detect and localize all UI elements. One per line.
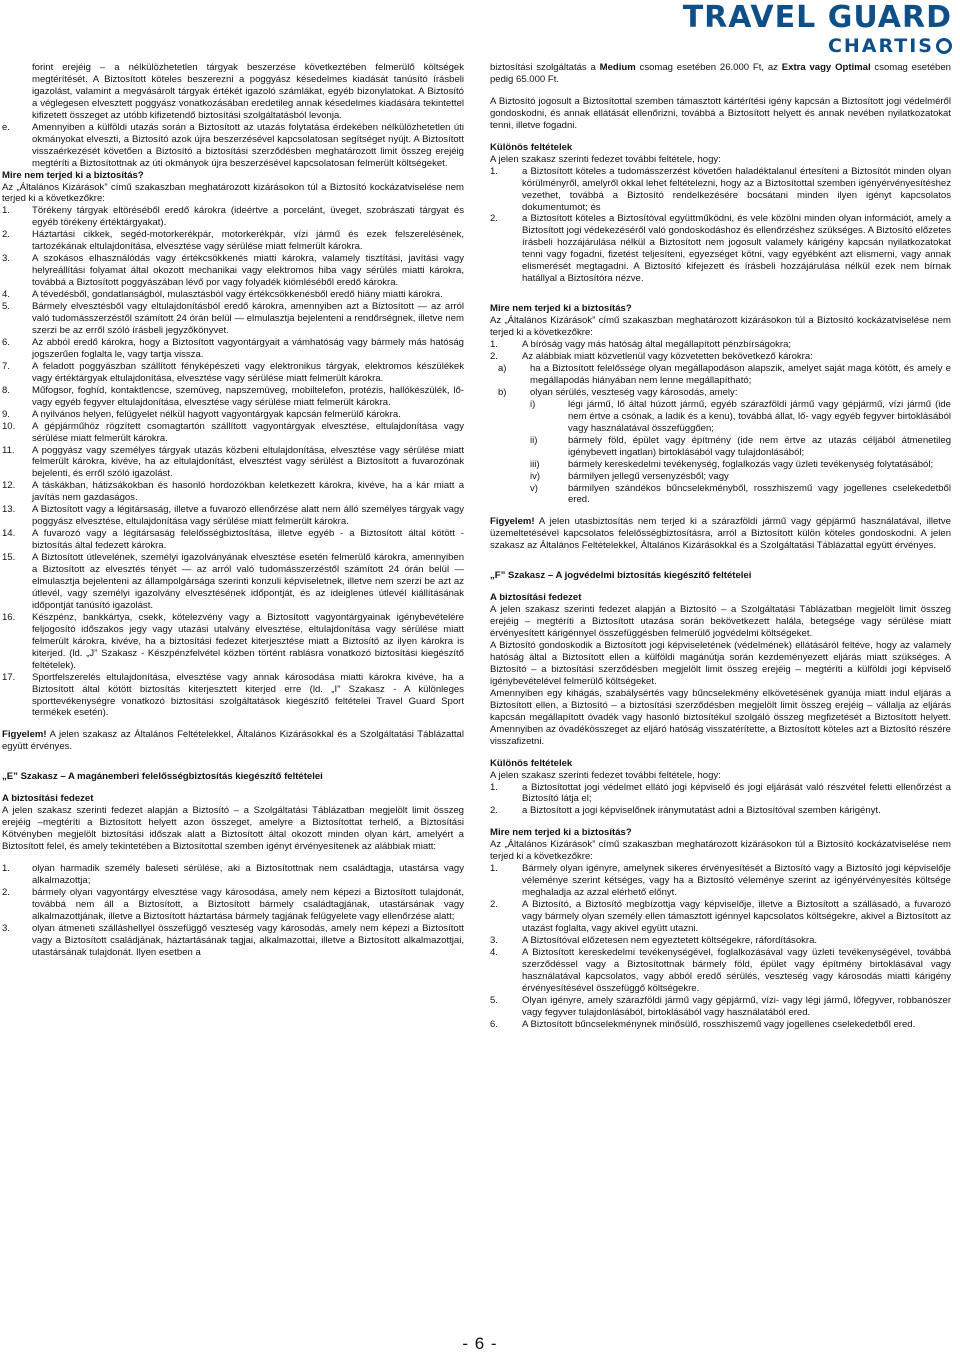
list-item bbox=[490, 1019, 951, 1031]
item-text: A fuvarozó vagy a légitársaság felelősségbiztosítása, illetve egyéb - a Biztosított által kötött - biztosítás által fedezett károkra. bbox=[32, 528, 464, 552]
item-number: 5. bbox=[2, 301, 10, 313]
list-item bbox=[2, 361, 464, 385]
section-heading: Mire nem terjed ki a biztosítás? bbox=[490, 827, 632, 839]
item-number: 16. bbox=[2, 611, 16, 623]
coverage-text-2: A Biztosító gondoskodik a Biztosított jogi képviseletének (védelmének) ellátásáról feltéve, hogy az valamely hatóság által a Biztosított ellen a külföldi magánútja során kezdeményezett eljárás miatt szükséges. A Biztosító – a biztosítási szerződésben megjelölt limit összeg erejéig – megtéríti a külföldi jogi képviselő igénybevételével felmerülő költségeket. bbox=[490, 640, 951, 687]
list-item bbox=[490, 863, 951, 899]
item-text: Törékeny tárgyak eltöréséből eredő károkra (ideértve a porcelánt, üveget, szobrászati tárgyat és egyéb törékeny értéktárgyakat). bbox=[32, 205, 464, 229]
item-text: A Biztosított útlevelének, személyi igazolványának elvesztése esetén felmerülő károkra, amennyiben a Biztosított az elvesztés tényét — az arról való tudomásszerzéstől számított 24 órán belül — elmulasztja bejelenteni az állampolgársága szerinti konzuli képviseletnek, illetve nem szerzi be azt az útlevél, vagy személyi igazolvány elvesztésének időpontját, és az ideiglenes útlevél kiállításának időpontját tanúsító igazolást. bbox=[32, 552, 464, 611]
figyelem-text: A jelen utasbiztosítás nem terjed ki a szárazföldi jármű vagy gépjármű használatával, illetve üzemeltetésével kapcsolatos felelősségbiztosításra, arról a Biztosított külön köteles gondoskodni. A jelen szakasz az Általános Feltételekkel, Általános Kizárásokkal és a Szolgáltatási Táblázattal együtt érvényes. bbox=[490, 516, 951, 552]
item-number: 3. bbox=[2, 922, 10, 934]
item-number: 4. bbox=[490, 946, 498, 958]
item-text: bármely olyan vagyontárgy elvesztése vagy károsodása, amely nem képezi a Biztosított tulajdonát, továbbá nem áll a Biztosított, a Biztosított bármely családtagjának, utastársának vagy alkalmazottjának, illetve a Biztosított háztartása bármely tagjának felügyelete vagy ellenőrzése alatt; bbox=[32, 886, 464, 922]
item-text: a Biztosított a jogi képviselőnek iránymutatást adni a Biztosítóval szemben kárigényt. bbox=[522, 805, 881, 817]
list-item bbox=[490, 363, 951, 387]
list-item bbox=[2, 337, 464, 361]
list-item bbox=[490, 399, 951, 435]
item-text: Olyan igényre, amely szárazföldi jármű vagy gépjármű, vízi- vagy légi jármű, lőfegyver, robbanószer vagy fegyver tulajdonlásából, birtoklásából vagy használatából ered. bbox=[522, 994, 951, 1018]
exclusion-sublist bbox=[490, 363, 951, 399]
item-number: a) bbox=[498, 362, 507, 374]
coverage-text: A jelen szakasz szerinti fedezet alapján a Biztosító – a Szolgáltatási Táblázatban megjelölt limit összeg erejéig –megtéríti a Biztosított helyett azon összeget, amelyre a Biztosítottat terhelő, a Biztosítási Kötvényben megjelölt biztosítási időszak alatt a Biztosított által okozott minden olyan kárt, amelyért a Biztosított felel, és amely tekintetében a Biztosítottal szemben igényt érvényesítenek az alábbiak miatt: bbox=[2, 805, 464, 853]
item-number: 7. bbox=[2, 360, 10, 372]
item-number: v) bbox=[530, 482, 538, 494]
figyelem-label: Figyelem! bbox=[2, 729, 47, 741]
list-item bbox=[490, 483, 951, 507]
item-number: iv) bbox=[530, 470, 541, 482]
list-item bbox=[490, 805, 951, 817]
item-number: 1. bbox=[490, 339, 498, 351]
figyelem-label: Figyelem! bbox=[490, 516, 535, 528]
item-text: A nyilvános helyen, felügyelet nélkül hagyott vagyontárgyak kapcsán felmerülő károkra. bbox=[32, 408, 401, 420]
list-item bbox=[2, 480, 464, 504]
item-number: 2. bbox=[2, 229, 10, 241]
item-text: A Biztosított vagy a légitársaság, illetve a fuvarozó ellenőrzése alatt nem álló személyes tárgyak vagy poggyász elvesztése, eltulajdonítása vagy sérülése miatt felmerült károkra. bbox=[32, 504, 464, 528]
item-number: 8. bbox=[2, 384, 10, 396]
item-text: Háztartási cikkek, segéd-motorkerékpár, motorkerékpár, vízi jármű és ezek felszerelésének, tartozékának eltulajdonítása, elvesztése vagy sérülése miatt felmerült károkra. bbox=[32, 229, 464, 253]
list-item bbox=[490, 459, 951, 471]
list-item bbox=[2, 445, 464, 481]
item-text: bármilyen jellegű versenyzésből; vagy bbox=[568, 470, 729, 482]
special-conditions-list bbox=[490, 166, 951, 286]
special-conditions-intro: A jelen szakasz szerinti fedezet további feltétele, hogy: bbox=[490, 769, 721, 781]
item-text: A gépjárműhöz rögzített csomagtartón szállított vagyontárgyak elvesztése, eltulajdonítása vagy sérülése miatt felmerült károkra. bbox=[32, 420, 464, 444]
special-conditions-heading: Különös feltételek bbox=[490, 141, 573, 153]
right-column bbox=[490, 62, 951, 1031]
list-item bbox=[2, 301, 464, 337]
item-number: 6. bbox=[2, 336, 10, 348]
list-item bbox=[2, 253, 464, 289]
item-text: A bíróság vagy más hatóság által megállapított pénzbírságokra; bbox=[522, 339, 792, 351]
exclusion-subsublist bbox=[490, 399, 951, 507]
figyelem-text: A jelen szakasz az Általános Feltételekkel, Általános Kizárásokkal és a Szolgáltatási Táblázattal együtt érvényes. bbox=[2, 729, 464, 753]
item-text: bármely föld, épület vagy építmény (ide nem értve az utazás céljából átmenetileg igénybevett ingatlan) birtoklásából vagy tulajdonlásából; bbox=[568, 434, 951, 458]
item-number: 12. bbox=[2, 480, 16, 492]
item-number: 2. bbox=[490, 899, 498, 911]
list-item bbox=[2, 385, 464, 409]
chartis-mark-icon bbox=[936, 38, 952, 54]
item-number: 4. bbox=[2, 289, 10, 301]
item-number: 5. bbox=[490, 994, 498, 1006]
coverage-text-1: A jelen szakasz szerinti fedezet alapján a Biztosító – a Szolgáltatási Táblázatban megjelölt limit összeg erejéig – megtéríti a Biztosított utazása során bekövetkezett halála, betegsége vagy sérülése miatt érvényesített kárigénnyel összefüggésben felmerülő jogvédelmi költségeket. bbox=[490, 604, 951, 640]
item-text: ha a Biztosított felelőssége olyan megállapodáson alapszik, amelyet saját maga kötött, és amely e megállapodás hiányában nem lenne megállapítható; bbox=[530, 362, 951, 386]
item-text: Készpénz, bankkártya, csekk, kötelezvény vagy a Biztosított vagyontárgyainak igénybevételére feljogosító időszakos jegy vagy utazási utalvány elvesztése, eltulajdonítása vagy sérülése miatt felmerült károkra, kivéve, ha a biztosítási fedezet kiterjesztése miatt a Biztosító az ilyen károkra is kiterjed. (ld. „J” Szakasz - Készpénzfelvétel közben történt rablásra vonatkozó biztosítási kiegészítő feltételek). bbox=[32, 611, 464, 671]
left-column bbox=[2, 62, 464, 959]
logo-subtitle: CHARTIS bbox=[827, 35, 934, 57]
coverage-heading: A biztosítási fedezet bbox=[2, 793, 94, 805]
item-number: 11. bbox=[2, 444, 15, 456]
list-item bbox=[490, 935, 951, 947]
item-text: A feladott poggyászban szállított fényképészeti vagy elektronikus tárgyak, elektromos készülékek vagy értéktárgyak eltulajdonítása, elvesztése vagy sérülése miatt felmerült károkra. bbox=[32, 360, 464, 384]
item-text: A tévedésből, gondatlanságból, mulasztásból vagy értékcsökkenésből eredő hiány miatti károkra. bbox=[32, 289, 443, 301]
item-number: i) bbox=[530, 398, 536, 410]
list-item bbox=[490, 351, 951, 363]
section-intro: Az „Általános Kizárások” című szakaszban meghatározott kizárásokon túl a Biztosító kockázatviselése nem terjed ki a következőkre: bbox=[2, 181, 464, 205]
coverage-heading: A biztosítási fedezet bbox=[490, 592, 582, 604]
item-number: 2. bbox=[490, 351, 498, 363]
item-number: 1. bbox=[490, 863, 498, 875]
item-number: 2. bbox=[2, 886, 10, 898]
list-item bbox=[2, 421, 464, 445]
list-item bbox=[490, 947, 951, 995]
coverage-text-3: Amennyiben egy kihágás, szabálysértés vagy bűncselekmény elkövetésének gyanúja miatt indul eljárás a Biztosított ellen, a Biztosító – a biztosítási szerződésben megjelölt limit összeg erejéig – vállalja az eljárás kapcsán megállapított óvadék vagy hasonló biztosítékul szolgáló összeg megfizetését a Biztosított helyett. Amennyiben az óvadékösszeget az eljáró hatóság visszatérítette, a Biztosított köteles azt a Biztosító részére visszafizetni. bbox=[490, 687, 951, 747]
item-text: Az abból eredő károkra, hogy a Biztosított vagyontárgyait a vámhatóság vagy bármely más hatóság jogszerűen foglalta le, vagy tartja vissza. bbox=[32, 336, 464, 360]
section-intro: Az „Általános Kizárások” című szakaszban meghatározott kizárásokon túl a Biztosító kockázatviselése nem terjed ki a következőkre: bbox=[490, 839, 951, 863]
item-number: 10. bbox=[2, 420, 16, 432]
item-text: A Biztosított bűncselekménynek minősülő, rosszhiszemű vagy jogellenes cselekedetből ered. bbox=[522, 1018, 916, 1030]
item-text: Bármely elvesztésből vagy eltulajdonításból eredő károkra, amennyiben azt a Biztosított — az arról való tudomásszerzéstől számított 24 órán belül — elmulasztja bejelenteni a rendőrségnek, illetve nem szerzi be az erről szóló írásbeli jegyzőkönyvet. bbox=[32, 301, 464, 336]
item-number: 17. bbox=[2, 671, 16, 683]
list-item bbox=[490, 782, 951, 806]
list-item bbox=[490, 166, 951, 214]
list-item bbox=[2, 863, 464, 887]
item-text: olyan átmeneti szálláshellyel összefüggő veszteség vagy károsodás, amely nem képezi a Biztosított vagy a Biztosított családjának, háztartásának tagjai, alkalmazottai, illetve a Biztosított alkalmazottjai, utastársának tulajdonát. Ilyen esetben a bbox=[32, 922, 464, 958]
item-number: iii) bbox=[530, 458, 540, 470]
item-number: 1. bbox=[2, 205, 10, 217]
item-text: bármely kereskedelmi tevékenység, foglalkozás vagy üzleti tevékenység folytatásából; bbox=[568, 458, 934, 470]
section-heading: Mire nem terjed ki a biztosítás? bbox=[490, 303, 632, 315]
item-text: bármilyen szándékos bűncselekményből, rosszhiszemű vagy jogellenes cselekedetből ered. bbox=[568, 482, 951, 506]
exclusion-list bbox=[490, 863, 951, 1030]
item-number: 2. bbox=[490, 213, 498, 225]
item-text: olyan sérülés, veszteség vagy károsodás, amely: bbox=[530, 386, 738, 398]
continuation-paragraph: biztosítási szolgáltatás a Medium csomag esetében 26.000 Ft, az Extra vagy Optimal csomag esetében pedig 65.000 Ft. bbox=[490, 62, 951, 85]
list-item bbox=[2, 552, 464, 612]
liability-list bbox=[2, 863, 464, 959]
item-e-text: Amennyiben a külföldi utazás során a Biztosított az utazás folytatása érdekében nélkülözhetetlen úti okmányokat elveszti, a Biztosító azok újra beszerzésével kapcsolatosan segítséget nyújt. A Biztosított visszaérkezését követően a Biztosító a biztosítási szerződésben meghatározott limit összeg erejéig megtéríti a Biztosítottnak az úti okmányok újra beszerzésével kapcsolatosan felmerült költségeket. bbox=[32, 121, 464, 169]
item-text: A poggyász vagy személyes tárgyak utazás közbeni eltulajdonítása, elvesztése vagy sérülése miatt felmerült károkra, kivéve, ha az eltulajdonítást, elvesztést vagy sérülést a Biztosított a fuvarozónak bejelenti, és erről szóló igazolást. bbox=[32, 444, 464, 480]
item-number: 1. bbox=[2, 863, 10, 875]
list-item bbox=[2, 612, 464, 672]
item-text: Sportfelszerelés eltulajdonítása, elvesztése vagy annak károsodása miatti károkra kivéve, ha a Biztosított által kötött biztosítás kiterjesztett kiterjed erre (ld. „I” Szakasz - A különleges sporttevékenységre vonatkozó biztosítási szolgáltatások kiegészítő feltételei Travel Guard Sport termékek esetén). bbox=[32, 671, 464, 719]
item-number: 2. bbox=[490, 805, 498, 817]
section-f-heading: „F” Szakasz – A jogvédelmi biztosítás kiegészítő feltételei bbox=[490, 570, 752, 582]
figyelem-note bbox=[490, 516, 951, 552]
list-item bbox=[490, 339, 951, 351]
item-text: olyan harmadik személy baleseti sérülése, aki a Biztosítottnak nem családtagja, utastársa vagy alkalmazottja; bbox=[32, 863, 464, 886]
list-item bbox=[2, 205, 464, 229]
item-text: légi jármű, lő által húzott jármű, egyéb szárazföldi jármű vagy gépjármű, vízi jármű (ide nem értve a csónak, a ladik és a kenu), továbbá állat, lő- vagy egyéb fegyver birtoklásából vagy használatával összefüggően; bbox=[568, 398, 951, 434]
exclusion-list bbox=[2, 205, 464, 719]
item-number: 6. bbox=[490, 1018, 498, 1030]
list-item bbox=[2, 923, 464, 959]
item-number: b) bbox=[498, 386, 507, 398]
section-intro: Az „Általános Kizárások” című szakaszban meghatározott kizárásokon túl a Biztosító kockázatviselése nem terjed ki a következőkre: bbox=[490, 315, 951, 339]
item-text: a Biztosított köteles a Biztosítóval együttműködni, és vele közölni minden olyan információt, amely a Biztosított jogi védekezéséről való gondoskodáshoz és ellenőrzéshez szükséges. A Biztosító előzetes írásbeli hozzájárulása nélkül a Biztosított nem jogosult valamely kárigény kapcsán nyilatkozatokat tenni vagy fogadni, fizetést teljesíteni, egyezséget kötni, vagy egyébként azt elismerni, vagy annak elismerését megtagadni. A Biztosító kifejezett és írásbeli hozzájárulása nélkül ezek nem bírnak hatállyal a Biztosítóra nézve. bbox=[522, 213, 951, 285]
list-item bbox=[2, 409, 464, 421]
item-number: 3. bbox=[490, 934, 498, 946]
list-item bbox=[490, 995, 951, 1019]
section-e-heading: „E” Szakasz – A magánemberi felelősségbiztosítás kiegészítő feltételei bbox=[2, 771, 323, 783]
item-number: ii) bbox=[530, 434, 538, 446]
item-number: 1. bbox=[490, 781, 498, 793]
special-conditions-heading: Különös feltételek bbox=[490, 757, 573, 769]
list-item bbox=[490, 213, 951, 285]
page-number: - 6 - bbox=[462, 1334, 498, 1353]
item-text: A Biztosító, a Biztosító megbízottja vagy képviselője, illetve a Biztosított a szállásadó, a fuvarozó vagy bármely olyan személy ellen támasztott igénnyel kapcsolatos költségekre, akivel a Biztosított az utazást foglalta, vagy akivel együtt utazni. bbox=[522, 899, 951, 934]
item-number: 15. bbox=[2, 552, 16, 564]
item-text: a Biztosított köteles a tudomásszerzést követően haladéktalanul értesíteni a Biztosítót minden olyan körülményről, amelyről okkal lehet feltételezni, hogy az a Biztosítottal szemben igényérvényesítéshez vezethet, továbbá a Biztosító rendelkezésére bocsátani minden ilyen igényt kapcsolatos dokumentumot; és bbox=[522, 165, 951, 213]
continuation-paragraph: forint erejéig – a nélkülözhetetlen tárgyak beszerzése következtében felmerülő költségek megtérítését. A Biztosított köteles beszerezni a poggyász késedelmes kiadását tanúsító írásbeli igazolást, valamint a megvásárolt tárgyak értékét igazoló számlákat, egyéb bizonylatokat. A Biztosító a véglegesen elvesztett poggyász vonatkozásában eredetileg annak késedelmes kiadására tekintettel kifizetett összeget az utóbb kifizetendő biztosítási szolgáltatásból levonja. bbox=[32, 62, 464, 121]
list-item bbox=[2, 672, 464, 720]
item-text: a Biztosítottat jogi védelmet ellátó jogi képviselő és jogi eljárását való részvétel feletti ellenőrzést a Biztosító látja el; bbox=[522, 781, 951, 805]
item-number: 14. bbox=[2, 528, 16, 540]
special-conditions-list bbox=[490, 782, 951, 818]
jogosult-paragraph: A Biztosító jogosult a Biztosítottal szemben támasztott kártérítési igény kapcsán a Biztosított jogi védelméről gondoskodni, és annak ellátását ellenőrizni, továbbá a Biztosított helyett és annak nevében nyilatkozatokat tenni, illetve fogadni. bbox=[490, 95, 951, 131]
special-conditions-intro: A jelen szakasz szerinti fedezet további feltétele, hogy: bbox=[490, 153, 721, 165]
item-number: 3. bbox=[2, 253, 10, 265]
exclusion-list bbox=[490, 339, 951, 363]
item-number: 13. bbox=[2, 504, 16, 516]
list-item bbox=[2, 528, 464, 552]
logo-title: TRAVEL GUARD bbox=[682, 0, 952, 35]
item-label: e. bbox=[2, 121, 10, 133]
item-text: Az alábbiak miatt közvetlenül vagy közvetetten bekövetkező károkra: bbox=[522, 351, 813, 363]
item-text: Műfogsor, foghíd, kontaktlencse, szemüveg, napszemüveg, mobiltelefon, protézis, hallókészülék, lő- vagy egyéb fegyver eltulajdonítása, elvesztése vagy sérülése miatt felmerült károkra. bbox=[32, 384, 464, 408]
list-item bbox=[2, 229, 464, 253]
list-item bbox=[490, 387, 951, 399]
item-text: Bármely olyan igényre, amelynek sikeres érvényesítését a Biztosító vagy a Biztosító jogi képviselője véleménye szerint kétséges, vagy ha a Biztosító véleménye szerint az igényérvényesítés költsége meghaladja az azzal elérhető előnyt. bbox=[522, 863, 951, 899]
list-item bbox=[2, 504, 464, 528]
list-item bbox=[490, 435, 951, 459]
figyelem-note bbox=[2, 729, 464, 753]
item-text: A Biztosítóval előzetesen nem egyeztetett költségekre, ráfordításokra. bbox=[522, 934, 818, 946]
item-number: 1. bbox=[490, 165, 498, 177]
item-number: 9. bbox=[2, 408, 10, 420]
list-item bbox=[490, 471, 951, 483]
list-item bbox=[2, 289, 464, 301]
travel-guard-logo bbox=[683, 2, 952, 56]
item-text: A Biztosított kereskedelmi tevékenységével, foglalkozásával vagy üzleti tevékenységével, továbbá szerződéssel vagy a Biztosítottnak bármely föld, épület vagy építmény birtoklásával vagy használatával kapcsolatos, vagy abból eredő sérülés, veszteség vagy károsodás miatti kárigény érvényesítésével összefüggő költségekre. bbox=[522, 946, 951, 994]
item-text: A táskákban, hátizsákokban és hasonló hordozókban keletkezett károkra, kivéve, ha a kár miatt a javítás nem gazdaságos. bbox=[32, 480, 464, 504]
list-item bbox=[490, 899, 951, 935]
section-heading: Mire nem terjed ki a biztosítás? bbox=[2, 169, 144, 181]
item-text: A szokásos elhasználódás vagy értékcsökkenés miatti károkra, valamely tisztítási, javítási vagy helyreállítási folyamat által okozott mechanikai vagy elektromos hiba vagy sérülés miatti károkra, továbbá a Biztosított poggyászában lévő por vagy folyadék kiömléséből eredő károkra. bbox=[32, 253, 464, 289]
list-item bbox=[2, 887, 464, 923]
